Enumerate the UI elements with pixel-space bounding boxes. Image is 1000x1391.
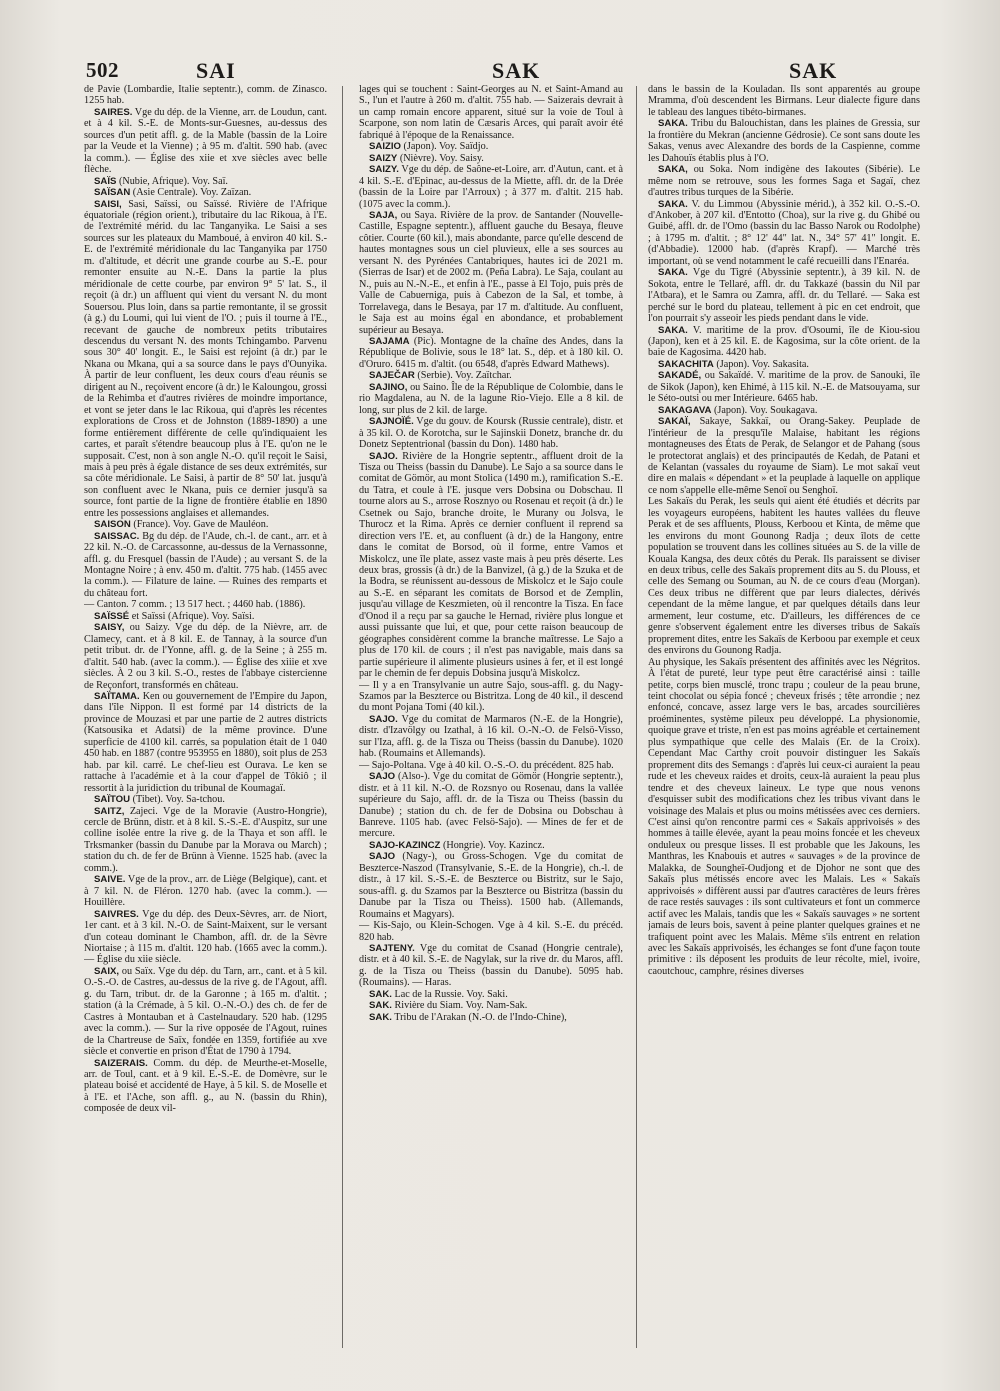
- entry-text: — Sajo-Poltana. Vge à 40 kil. O.-S.-O. du précédent. 825 hab.: [359, 759, 614, 771]
- entry-text: dans le bassin de la Kouladan. Ils sont apparentés au groupe Mramma, d'où descendent les Birmans. Leur dialecte figure dans le tableau des langues tibéto-birmanes.: [648, 84, 920, 118]
- dictionary-entry: [84, 107, 327, 176]
- entry-text: Ken ou gouvernement de l'Empire du Japon, dans l'île Nippon. Il est formé par 14 districts de la province de Mouzasi et par une partie de 2 autres districts (Katsousika et Adatsi) de la même province. D'une superficie de 4100 kil. carrés, sa population était de 1 040 450 hab. en 1887 (contre 953955 en 1880), soit plus de 253 hab. par kil. carré. Le chef-lieu est Ourava. Le ken se rattache à l'académie et à la cour d'appel de Tôkiô ; il ressortit à la juridiction du tribunal de Koumagaï.: [84, 691, 327, 794]
- dictionary-entry: [359, 851, 623, 920]
- entry-text: Vge du dép. des Deux-Sèvres, arr. de Niort, 1er cant. et à 3 kil. N.-O. de Saint-Maixent, sur le versant d'un coteau dominant le Chambon, affl. dr. de la Sèvre Niortaise ; à 115 m. d'altit. 120 hab. (1665 avec la comm.). — Église du xiie siècle.: [84, 908, 327, 966]
- dictionary-entry: [84, 531, 327, 600]
- entry-headword: SAJEČAR: [369, 370, 415, 382]
- dictionary-entry: [84, 599, 327, 610]
- dictionary-entry: [359, 760, 623, 771]
- dictionary-entry: [648, 164, 920, 198]
- entry-text: — Canton. 7 comm. ; 13 517 hect. ; 4460 hab. (1886).: [84, 599, 306, 611]
- entry-text: ou Saya. Rivière de la prov. de Santander (Nouvelle-Castille, Espagne septentr.), affluent gauche du Besaya, fleuve côtier. Courte (60 kil.), mais abondante, parce qu'elle descend de hautes montagnes sous un ciel pluvieux, elle a ses sources au versant N. des Pyrénées Cantabriques, hautes ici de 2021 m. (Sierras de Isar) et de 2002 m. (Peña Labra). Le Saja, coulant au N., puis au N.-N.-E., et enfin à l'E., passe à El Tojo, puis près de Valle de Cabuerniga, puis à Cabezon de la Sal, et tombe, à Torrelavega, dans le Besaya, par 17 m. d'altitude. Au confluent, le Saja est au moins égal en abondance, et probablement supérieur au Besaya.: [359, 209, 623, 336]
- dictionary-entry: [84, 519, 327, 530]
- entry-text: de Pavie (Lombardie, Italie septentr.), comm. de Zinasco. 1255 hab.: [84, 84, 327, 107]
- entry-headword: SAJNOÏÉ.: [369, 416, 414, 428]
- entry-headword: SAKACHITA: [658, 358, 714, 370]
- entry-text: (Nubie, Afrique). Voy. Saï.: [118, 175, 228, 187]
- entry-headword: SAKA.: [658, 324, 688, 336]
- page-number: 502: [86, 58, 119, 82]
- entry-headword: SAÏSSÉ: [94, 610, 130, 622]
- entry-text: Tribu de l'Arakan (N.-O. de l'Indo-Chine),: [394, 1011, 567, 1023]
- dictionary-entry: [84, 909, 327, 966]
- entry-headword: SAKA,: [658, 164, 688, 176]
- entry-headword: SAKADÉ,: [658, 370, 702, 382]
- entry-text: Au physique, les Sakaïs présentent des affinités avec les Négritos. À l'état de pureté, leur type peut être caractérisé ainsi : taille petite, corps bien musclé, tronc trapu ; couleur de la peau brune, teint chocolat ou sépia foncé ; cheveux frisés ; tête arrondie ; nez enfoncé, concave, assez large vers le bas, arcades sourcilières proéminentes, système pileux peu développé. La physionomie, quoique grave et triste, n'en est pas moins agréable et certainement plus sympathique que celle des Malais (Er. de la Croix). Cependant Mac Carthy croit pouvoir distinguer les Sakaïs proprement dits des Semangs : d'après lui ceux-ci auraient la peau rude et les cheveux raides et droits, ceux-là auraient la peau plus tendre et des cheveux laineux. Le type que nous venons d'esquisser subit des modifications chez les tribus vivant dans le voisinage des Malais et plus ou moins métissées avec ces derniers. C'est ainsi qu'on rencontre parmi ces « Sakaïs apprivoisés » des hommes à taille élevée, ayant la peau moins foncée et les cheveux onduleux ou presque lisses. Il est probable que les Jakouns, les Manthras, les Knabouis et autres « sauvages » de la province de Malakka, de Soungheï-Oudjong et de Djohor ne sont que des Sakaïs plus métissés encore avec les Malais. Les « Sakaïs apprivoisés » diffèrent aussi par d'autres caractères de leurs frères de race restés sauvages : ils sont cultivateurs et font un commerce actif avec les Malais, tandis que les « Sakaïs sauvages » ne sortent jamais de leurs bois, savent à peine planter quelques graines et ne trafiquent point avec les Malais. Même s'ils entrent en relation avec les Sakaïs apprivoisés, les échanges se font d'une façon toute primitive : ils déposent les produits de leur récolte, miel, ivoire, caoutchouc, camphre, résines diverses: [648, 656, 920, 977]
- dictionary-entry: [359, 164, 623, 210]
- entry-text: (France). Voy. Gave de Mauléon.: [133, 519, 269, 531]
- dictionary-entry: [84, 806, 327, 875]
- entry-headword: SAKAGAVA: [658, 404, 712, 416]
- column-rule-1: [342, 86, 343, 1348]
- dictionary-entry: [648, 405, 920, 416]
- entry-text: (Japon). Voy. Soukagava.: [714, 404, 818, 416]
- entry-headword: SAJO.: [369, 450, 398, 462]
- entry-text: Sasi, Saïssi, ou Saïssé. Rivière de l'Afrique équatoriale (région orient.), tributaire du lac Rikoua, à l'E. de l'extrémité mérid. du lac Tanganyika. Le Saisi a ses sources sur les plateaux du Mamboué, à environ 40 kil. S.-E. de l'extrémité méridionale du lac Tanganyika par 1750 m. d'altitude, et décrit une grande courbe au S.-E. pour remonter ensuite au N.-E. Dans la partie la plus méridionale de cette courbe, par environ 9° 5' lat. S., il reçoit (à dr.) un affluent qui vient du versant N. du mont Souersou. Plus loin, dans sa partie remontante, il se grossit (à g.) du Loumi, qui lui vient de l'O. ; puis il tourne à l'E., recevant de gauche de nombreux petits tributaires descendus du versant N. des monts Tchingambo. Parvenu sous 30° 40' longit. E., le Saisi est rejoint (à dr.) par le Nkana ou Mkana, qui a sa source dans le pays d'Ounyika. À partir de leur confluent, les deux cours d'eau réunis se dirigent au N., reçoivent encore (à dr.) le Kaloungou, grossi de la Rehimba et d'autres rivières de moindre importance, et vont se jeter dans le lac Rikoua, qui d'après les récentes explorations de Cross et de Johnston (1889-1890) a une forme entièrement différente de celle qu'indiquaient les cartes, et paraît s'étendre beaucoup plus à l'E. qu'on ne le supposait. C'est, non à son angle N.-O. qu'il reçoit le Saisi, mais à peu près à égale distance de ses deux extrémités, sur sa côte méridionale. Le Saisi, à partir de 8° 50' lat. jusqu'à son confluent avec le Nkana, puis ce dernier jusqu'à sa source, font partie de la ligne de frontière établie en 1890 entre les possessions anglaises et allemandes.: [84, 198, 327, 519]
- entry-text: — Kis-Sajo, ou Klein-Schogen. Vge à 4 kil. S.-E. du précéd. 820 hab.: [359, 920, 623, 943]
- entry-headword: SAIVE.: [94, 874, 126, 886]
- dictionary-entry: [359, 451, 623, 680]
- entry-text: Sakaye, Sakkaï, ou Orang-Sakey. Peuplade de l'intérieur de la presqu'île Malaise, habitant les régions montagneuses des États de Perak, de Selangor et de Pahang (sous le protectorat anglais) et des principautés de Kedah, de Patani et de Kelantan (vassales du royaume de Siam). Le mot sakaï veut dire en malais « dépendant » et la peuplade à laquelle on applique ce nom s'appelle elle-même Senoï ou Senghoï.: [648, 416, 920, 496]
- dictionary-entry: [359, 416, 623, 450]
- entry-headword: SAJO.: [369, 713, 398, 725]
- entry-headword: SAIZIO: [369, 141, 401, 153]
- dictionary-entry: [648, 416, 920, 496]
- entry-headword: SAJA,: [369, 209, 398, 221]
- right-guide-word: SAK: [789, 58, 838, 83]
- entry-text: Vge du dép. de la Vienne, arr. de Loudun, cant. et à 4 kil. S.-E. de Monts-sur-Guesnes, au-dessus des sources d'un petit affl. g. de la Mable (bassin de la Loire par la Veude et la Vienne) ; à 95 m. d'altit. 590 hab. (avec la comm.). — Église des xiie et xve siècles avec belle flèche.: [84, 106, 327, 176]
- dictionary-entry: [359, 370, 623, 381]
- dictionary-entry: [648, 199, 920, 268]
- entry-headword: SAJO-KAZINCZ: [369, 839, 441, 851]
- dictionary-entry: [84, 1058, 327, 1115]
- entry-headword: SAJO: [369, 851, 396, 863]
- dictionary-entry: [648, 496, 920, 656]
- dictionary-entry: [648, 84, 920, 118]
- dictionary-entry: [648, 657, 920, 978]
- entry-text: (Hongrie). Voy. Kazincz.: [442, 839, 545, 851]
- dictionary-entry: [359, 1012, 623, 1023]
- dictionary-entry: [84, 794, 327, 805]
- entry-headword: SAK.: [369, 1011, 392, 1023]
- dictionary-entry: [359, 141, 623, 152]
- dictionary-entry: [84, 199, 327, 520]
- entry-text: (Asie Centrale). Voy. Zaïzan.: [132, 187, 252, 199]
- entry-headword: SAIVRES.: [94, 908, 139, 920]
- entry-headword: SAIRES.: [94, 106, 133, 118]
- entry-text: (Pic). Montagne de la chaîne des Andes, dans la République de Bolivie, sous le 18° lat. S., dép. et à 180 kil. O. d'Oruro. 6415 m. d'altit. (ou 6548, d'après Edward Mathews).: [359, 335, 623, 370]
- entry-text: Zajeci. Vge de la Moravie (Austro-Hongrie), cercle de Brünn, distr. et à 8 kil. S.-S.-E. d'Auspitz, sur une colline isolée entre la rive g. de la Thaya et son affl. le Trksmanker (bassin du Danube par la Morava ou March) ; station du ch. de fer de Brünn à Vienne. 1525 hab. (avec la comm.).: [84, 805, 327, 874]
- dictionary-entry: [359, 336, 623, 370]
- entry-text: V. du Limmou (Abyssinie mérid.), à 352 kil. O.-S.-O. d'Ankober, à 207 kil. d'Entotto (Choa), sur la rive g. du Ghibé ou Guibé, affl. dr. de l'Omo (bassin du lac Basso Narok ou Rodolphe) ; à 1795 m. d'altit. ; 8° 12' 44" lat. N., 34° 57' 41" longit. E. (d'Abbadie). 12000 hab. (d'après Krapf). — Marché très important, où se vend notamment le café recueilli dans l'Enaréa.: [648, 198, 920, 267]
- dictionary-entry: [359, 771, 623, 840]
- dictionary-entry: [648, 267, 920, 324]
- entry-headword: SAÏTOU: [94, 794, 131, 806]
- entry-text: Les Sakaïs du Perak, les seuls qui aient été étudiés et décrits par les voyageurs européens, habitent les hautes vallées du fleuve Perak et de ses affluents, Plouss, Kerboou et Kinta, de même que les environs du mont Gounong Radja ; deux îlots de cette population se trouvent dans les collines situées au S. de la ville de Kouala Kangsa, des deux côtés du Perak. Ils paraissent se diviser en deux tribus, celle des Sakaïs proprement dits au S. du Plouss, et celle des Semang ou Souman, au N. de ce cours d'eau (Morgan). Ces deux tribus ne diffèrent que par leurs dialectes, dérivés cependant de la même langue, et par quelques détails dans leur armement, leur costume, etc. D'ailleurs, les différences de ce genre s'observent également entre les diverses tribus de Sakaïs proprement dites, entre les Sakaïs de Kerboou par exemple et ceux des environs du Gounong Radja.: [648, 496, 920, 657]
- dictionary-entry: [359, 680, 623, 714]
- entry-headword: SAJAMA: [369, 335, 410, 347]
- entry-text: Bg du dép. de l'Aude, ch.-l. de cant., arr. et à 22 kil. N.-O. de Carcassonne, au-dessus de la Vernassonne, affl. g. du Fresquel (bassin de l'Aude) ; au versant S. de la Montagne Noire ; à env. 450 m. d'altit. 775 hab. (1455 avec la comm.). — Filature de laine. — Ruines des remparts et du château fort.: [84, 530, 327, 599]
- entry-headword: SAJTENY.: [369, 942, 415, 954]
- left-guide-word: SAI: [196, 58, 236, 83]
- entry-headword: SAISI,: [94, 198, 122, 210]
- entry-text: Lac de la Russie. Voy. Saki.: [394, 988, 508, 1000]
- entry-text: Rivière du Siam. Voy. Nam-Sak.: [394, 1000, 528, 1012]
- entry-headword: SAÏS: [94, 175, 117, 187]
- dictionary-entry: [359, 714, 623, 760]
- entry-headword: SAK.: [369, 988, 392, 1000]
- entry-headword: SAKAÏ,: [658, 416, 691, 428]
- entry-text: Comm. du dép. de Meurthe-et-Moselle, arr. de Toul, cant. et à 9 kil. E.-S.-E. de Domèvre, sur le plateau boisé et accidenté de Haye, à 5 kil. S. de Moselle et à l'E. et l'Ache, son affl. g., au N. (bassin du Rhin), composée de deux vil-: [84, 1057, 327, 1115]
- dictionary-entry: [359, 153, 623, 164]
- dictionary-entry: [648, 118, 920, 164]
- entry-headword: SAITZ,: [94, 805, 125, 817]
- entry-text: Vge de la prov., arr. de Liège (Belgique), cant. et à 7 kil. N. de Fléron. 1270 hab. (avec la comm.). — Houillère.: [84, 874, 327, 909]
- column-right: [648, 84, 920, 1352]
- dictionary-entry: [359, 382, 623, 416]
- entry-headword: SAISY,: [94, 622, 125, 634]
- entry-headword: SAK.: [369, 1000, 392, 1012]
- column-left: [84, 84, 327, 1352]
- dictionary-entry: [648, 370, 920, 404]
- dictionary-entry: [84, 84, 327, 107]
- dictionary-entry: [648, 325, 920, 359]
- entry-headword: SAJINO,: [369, 381, 408, 393]
- entry-text: V. maritime de la prov. d'Osoumi, île de Kiou-siou (Japon), ken et à 25 kil. E. de Kagosima, sur la côte orient. de la baie de Kagosima. 4420 hab.: [648, 324, 920, 359]
- entry-text: Vge du comitat de Csanad (Hongrie centrale), distr. et à 40 kil. S.-E. de Nagylak, sur la rive dr. du Maros, affl. g. de la Tisza ou Theiss (bassin du Danube). 5095 hab. (Roumains). — Haras.: [359, 942, 623, 989]
- entry-text: — Il y a en Transylvanie un autre Sajo, sous-affl. g. du Nagy-Szamos par la Beszterce ou Bistritza. Long de 40 kil., il descend du mont Pojana Tomi (40 kil.).: [359, 679, 623, 714]
- entry-text: (Japon). Voy. Saïdjo.: [403, 141, 489, 153]
- dictionary-entry: [359, 210, 623, 336]
- dictionary-entry: [648, 359, 920, 370]
- entry-text: (Nièvre). Voy. Saisy.: [399, 152, 484, 164]
- dictionary-entry: [359, 84, 623, 141]
- entry-text: (Serbie). Voy. Zaïtchar.: [417, 370, 512, 382]
- entry-text: Vge du gouv. de Koursk (Russie centrale), distr. et à 35 kil. O. de Korotcha, sur le Sajinskii Donetz, branche dr. du Donetz Septentrional (bassin du Don). 1480 hab.: [359, 416, 623, 451]
- dictionary-entry: [84, 622, 327, 691]
- column-rule-2: [636, 86, 637, 1348]
- entry-text: Rivière de la Hongrie septentr., affluent droit de la Tisza ou Theiss (bassin du Danube). Le Sajo a sa source dans le comitat de Gömör, au mont Stolica (1490 m.), ramification S.-E. du Tatra, et coule à l'E. jusque vers Dobsina ou Dobschau. Il tourne alors au S., arrose Rosznyo ou Rosenau et reçoit (à dr.) le Csetnek ou Sajo, branche droite, le Murany ou Jolsva, le Thurocz et la Rima. Après ce dernier confluent il reprend sa direction vers l'E. et, au confluent (à dr.) de la Hangony, entre dans le comitat de Borsod, où il forme, entre Vamos et Miskolcz, une île plate, assez vaste mais à peu près déserte. Les deux bras, grossis (à dr.) de la Banvizel, (à g.) de la Szuka et de la Bodra, se réunissent au-dessous de Miskolcz et le Sajo coule au S.-E. en séparant les comitats de Borsod et de Zemplin, jusqu'au village de Keszmieten, où il rencontre la Tisza. En face d'Onod il a reçu par sa gauche le Hernad, rivière plus longue et aussi puissante que lui, et que, pour cette raison beaucoup de géographes considèrent comme la branche maîtresse. Le Sajo a plus de 170 kil. de cours ; il n'est pas navigable, mais dans sa partie supérieure il alimente plusieurs usines à fer, et il est longé par le chemin de fer depuis Dobsina jusqu'à Miskolcz.: [359, 450, 623, 680]
- dictionary-entry: [359, 943, 623, 989]
- entry-text: (Tibet). Voy. Sa-tchou.: [132, 794, 225, 806]
- entry-headword: SAKA.: [658, 267, 688, 279]
- entry-text: Tribu du Balouchistan, dans les plaines de Gressia, sur la frontière du Mekran (ancienne Gédrosie). Ce sont sans doute les Sakas, venus avec Alexandre des bords de la Caspienne, comme les Dahouïs établis plus à l'O.: [648, 118, 920, 164]
- entry-text: ou Saino. Île de la République de Colombie, dans le rio Magdalena, au N. de la lagune Rio-Viejo. Elle a 8 kil. de long, sur plus de 2 kil. de large.: [359, 381, 623, 416]
- dictionary-entry: [359, 840, 623, 851]
- center-guide-word: SAK: [492, 58, 541, 83]
- dictionary-entry: [359, 920, 623, 943]
- dictionary-entry: [84, 187, 327, 198]
- entry-text: Vge du Tigré (Abyssinie septentr.), à 39 kil. N. de Sokota, entre le Tellaré, affl. dr. du Takkazé (bassin du Nil par l'Atbara), et le Samra ou Zamra, affl. dr. du Tellaré. — Saka est perché sur le bord du plateau, tellement à pic en cet endroit, que l'on pourrait s'y asseoir les pieds pendant dans le vide.: [648, 267, 920, 325]
- entry-text: (Japon). Voy. Sakasita.: [716, 358, 809, 370]
- entry-text: ou Sakaïdé. V. maritime de la prov. de Sanouki, île de Sikok (Japon), ken Ehimé, à 115 kil. N.-E. de Matsouyama, sur le Séto-outsi ou mer Intérieure. 6465 hab.: [648, 370, 920, 405]
- dictionary-entry: [84, 966, 327, 1058]
- entry-headword: SAIZERAIS.: [94, 1057, 148, 1069]
- entry-text: Vge du comitat de Marmaros (N.-E. de la Hongrie), distr. d'Izavölgy ou Izathal, à 16 kil. O.-N.-O. de Felsö-Visso, sur l'Iza, affl. g. de la Tisza ou Theiss (bassin du Danube). 1020 hab. (Roumains et Allemands).: [359, 713, 623, 760]
- entry-text: ou Soka. Nom indigène des Iakoutes (Sibérie). Le même nom se retrouve, sous les formes Saga et Sagaï, chez d'autres tribus turques de la Sibérie.: [648, 164, 920, 199]
- entry-headword: SAISSAC.: [94, 530, 140, 542]
- dictionary-entry: [359, 1000, 623, 1011]
- entry-headword: SAKA.: [658, 118, 688, 130]
- entry-headword: SAKA.: [658, 198, 688, 210]
- dictionary-entry: [84, 611, 327, 622]
- entry-headword: SAIX,: [94, 965, 120, 977]
- entry-text: ou Saïx. Vge du dép. du Tarn, arr., cant. et à 5 kil. O.-S.-O. de Castres, au-dessus de la rive g. de l'Agout, affl. g. du Tarn, tribut. dr. de la Garonne ; à 165 m. d'altit. ; station (à la Crémade, à 5 kil. O.-N.-O.) des ch. de fer de Castres à Montauban et à Castelnaudary. 520 hab. (1295 avec la comm.). — Sur la rive opposée de l'Agout, ruines de la Chartreuse de Saïx, fondée en 1359, fortifiée au xve siècle et convertie en prison d'État de 1790 à 1794.: [84, 965, 327, 1058]
- entry-headword: SAIZY: [369, 152, 398, 164]
- entry-text: et Saïssi (Afrique). Voy. Saïsi.: [131, 610, 255, 622]
- entry-headword: SAÏTAMA.: [94, 691, 140, 703]
- entry-text: lages qui se touchent : Saint-Georges au N. et Saint-Amand au S., l'un et l'autre à 260 m. d'altit. 755 hab. — Saizerais devrait à un camp romain encore apparent, situé sur la voie de Toul à Scarpone, son nom latin de Cæsaris Arces, qui paraît avoir été fabriqué à l'époque de la Renaissance.: [359, 84, 623, 141]
- dictionary-entry: [84, 691, 327, 794]
- entry-headword: SAISON: [94, 519, 131, 531]
- entry-headword: SAJO: [369, 771, 396, 783]
- entry-headword: SAIZY.: [369, 164, 399, 176]
- column-middle: [359, 84, 623, 1352]
- dictionary-entry: [359, 989, 623, 1000]
- entry-headword: SAÏSAN: [94, 187, 131, 199]
- entry-text: (Also-). Vge du comitat de Gömör (Hongrie septentr.), distr. et à 11 kil. N.-O. de Rozsnyo ou Rosenau, dans la vallée supérieure du Sajo, affl. dr. de la Tisza ou Theiss (bassin du Danube) ; station du ch. de fer de Dobsina ou Dobschau à Banreve. 1105 hab. (avec Felsö-Sajo). — Mines de fer et de mercure.: [359, 771, 623, 840]
- dictionary-entry: [84, 874, 327, 908]
- dictionary-entry: [84, 176, 327, 187]
- entry-text: ou Saizy. Vge du dép. de la Nièvre, arr. de Clamecy, cant. et à 8 kil. E. de Tannay, à la source d'un petit tribut. dr. de l'Yonne, affl. g. de la Seine ; à 255 m. d'altit. 540 hab. (avec la comm.). — Église des xiiie et xve siècles. À 2 ou 3 kil. S.-O., restes de l'abbaye cistercienne de Reçonfort, transformés en château.: [84, 622, 327, 691]
- entry-text: Vge du dép. de Saône-et-Loire, arr. d'Autun, cant. et à 4 kil. S.-E. d'Epinac, au-dessus de la Miette, affl. dr. de la Drée (bassin de la Loire par l'Arroux) ; à 377 m. d'altit. 215 hab. (1075 avec la comm.).: [359, 164, 623, 210]
- entry-text: (Nagy-), ou Gross-Schogen. Vge du comitat de Beszterce-Naszod (Transylvanie, S.-E. de la Hongrie), ch.-l. de distr., à 17 kil. S.-S.-E. de Beszterce ou Bistritz, sur le Sajo, sous-affl. g. du Szamos par la Beszterce ou Bistritza (bassin du Danube par la Tisza ou Theiss). 1500 hab. (Allemands, Roumains et Magyars).: [359, 851, 623, 920]
